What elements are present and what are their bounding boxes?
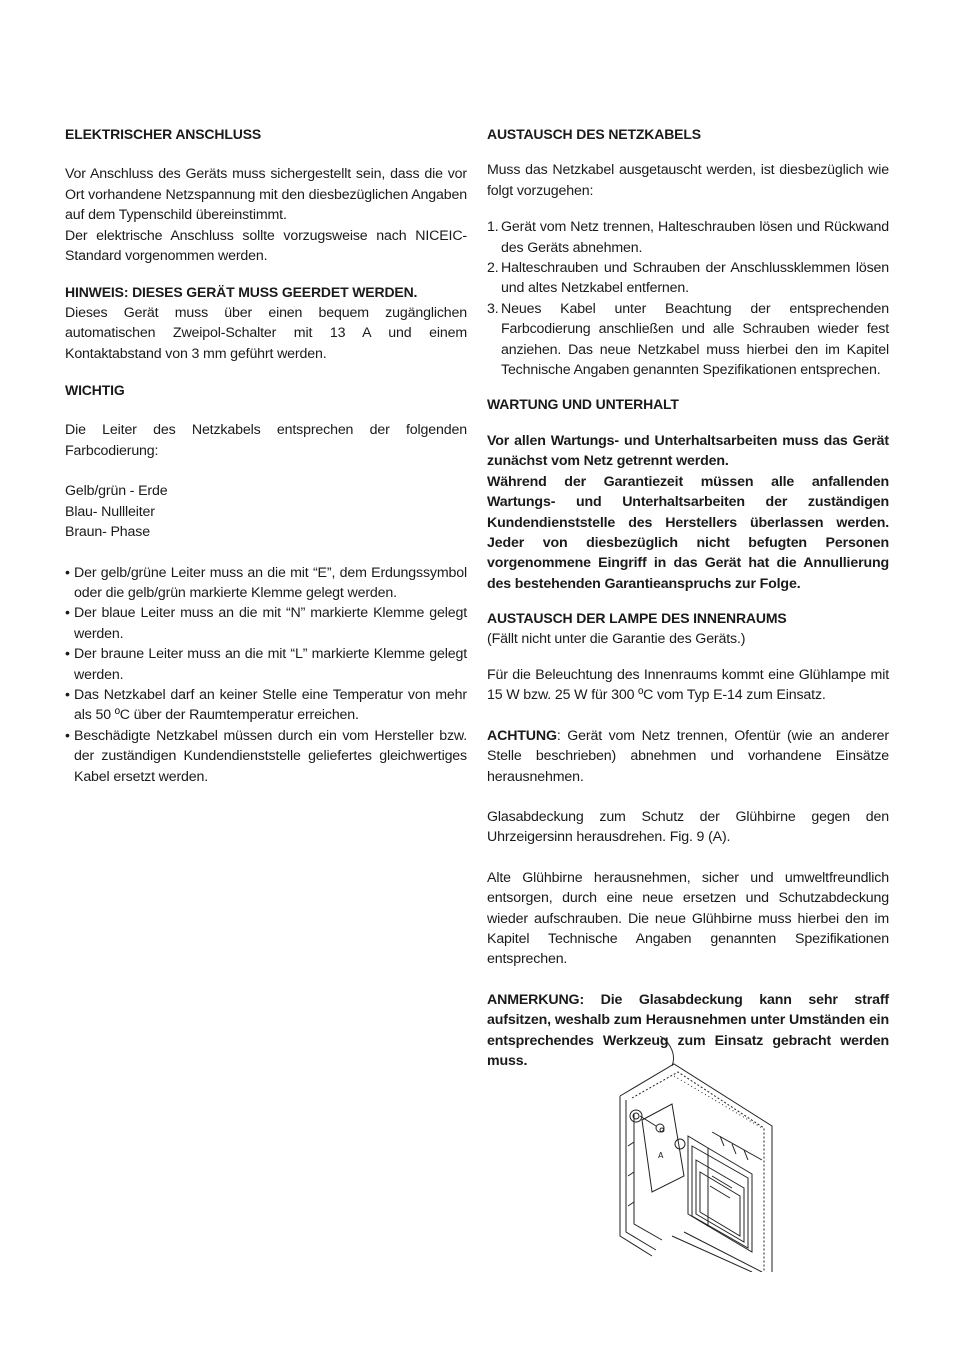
paragraph-lamp-spec: Für die Beleuchtung des Innenraums kommt eine Glühlampe mit 15 W bzw. 25 W für 300 ºC vom Typ E-14 zum Einsatz. bbox=[487, 666, 889, 704]
step-number: 2. bbox=[487, 260, 499, 277]
paragraph-color-coding: Die Leiter des Netzkabels entsprechen der folgenden Farbcodierung: bbox=[65, 422, 467, 459]
lamp-warranty-note: (Fällt nicht unter die Garantie des Geräts.) bbox=[487, 630, 746, 647]
paragraph-niceic: Der elektrische Anschluss sollte vorzugsweise nach NICEIC-Standard vorgenommen werden. bbox=[65, 227, 467, 265]
paragraph-cable-intro: Muss das Netzkabel ausgetauscht werden, ist diesbezüglich wie folgt vorzugehen: bbox=[487, 162, 889, 199]
step-item bbox=[487, 217, 889, 258]
paragraph-voltage-check: Vor Anschluss des Geräts muss sichergestellt sein, dass die vor Ort vorhandene Netzspannung mit den diesbezüglichen Angaben auf dem Typenschild übereinstimmt. bbox=[65, 166, 467, 224]
right-column bbox=[487, 124, 889, 1071]
step-text: Neues Kabel unter Beachtung der entsprechenden Farbcodierung anschließen und alle Schrauben wieder fest anziehen. Das neue Netzkabel muss hierbei den im Kapitel Technische Angaben genannten Spezifikationen entsprechen. bbox=[501, 300, 889, 379]
heading-electrical-connection: ELEKTRISCHER ANSCHLUSS bbox=[65, 126, 262, 142]
figure-label-a: A bbox=[658, 1151, 664, 1160]
heading-maintenance: WARTUNG UND UNTERHALT bbox=[487, 396, 679, 413]
cable-steps-list bbox=[487, 217, 889, 380]
paragraph-bulb-replace: Alte Glühbirne herausnehmen, sicher und umweltfreundlich entsorgen, durch eine neue ersetzen und Schutzabdeckung wieder aufschrauben. Die neue Glühbirne muss hierbei den im Kapitel Technische Angaben genannten Spezifikationen entsprechen. bbox=[487, 869, 889, 968]
paragraph-warranty: Während der Garantiezeit müssen alle anfallenden Wartungs- und Unterhaltsarbeiten der zuständigen Kundendienststelle des Herstellers überlassen werden. Jeder von diesbezüglich nicht befugten Personen vorgenommene Eingriff in das Gerät hat die Annullierung des bestehenden Garantieanspruchs zur Folge. bbox=[487, 473, 889, 592]
paragraph-note: ANMERKUNG: Die Glasabdeckung kann sehr straff aufsitzen, weshalb zum Herausnehmen unter Umständen ein entsprechendes Werkzeug zum Einsatz gebracht werden muss. bbox=[487, 991, 889, 1070]
heading-earthing-notice: HINWEIS: DIESES GERÄT MUSS GEERDET WERDEN. bbox=[65, 284, 418, 301]
step-number: 1. bbox=[487, 219, 499, 236]
left-column bbox=[65, 124, 467, 787]
step-text: Halteschrauben und Schrauben der Anschlussklemmen lösen und altes Netzkabel entfernen. bbox=[501, 260, 889, 297]
bullet-item: • Der gelb/grüne Leiter muss an die mit “E”, dem Erdungssymbol oder die gelb/grün markierte Klemme gelegt werden. bbox=[65, 563, 467, 604]
bullet-item: • Der blaue Leiter muss an die mit “N” markierte Klemme gelegt werden. bbox=[65, 603, 467, 644]
heading-cable-replacement: AUSTAUSCH DES NETZKABELS bbox=[487, 126, 701, 142]
step-item bbox=[487, 299, 889, 381]
bullet-item: • Beschädigte Netzkabel müssen durch ein vom Hersteller bzw. der zuständigen Kundendienststelle geliefertes gleichwertiges Kabel ersetzt werden. bbox=[65, 726, 467, 787]
color-item: Braun- Phase bbox=[65, 524, 150, 541]
step-text: Gerät vom Netz trennen, Halteschrauben lösen und Rückwand des Geräts abnehmen. bbox=[501, 219, 889, 256]
color-list bbox=[65, 481, 467, 542]
paragraph-glass-cover: Glasabdeckung zum Schutz der Glühbirne gegen den Uhrzeigersinn herausdrehen. Fig. 9 (A). bbox=[487, 808, 889, 846]
bullet-item: • Der braune Leiter muss an die mit “L” markierte Klemme gelegt werden. bbox=[65, 644, 467, 685]
paragraph-switch: Dieses Gerät muss über einen bequem zugänglichen automatischen Zweipol-Schalter mit 13 A und einem Kontaktabstand von 3 mm geführt werden. bbox=[65, 304, 467, 362]
bullet-item: • Das Netzkabel darf an keiner Stelle eine Temperatur von mehr als 50 ºC über der Raumtemperatur erreichen. bbox=[65, 685, 467, 726]
color-item: Gelb/grün - Erde bbox=[65, 483, 168, 500]
wiring-bullet-list bbox=[65, 563, 467, 787]
attention-label: ACHTUNG bbox=[487, 727, 557, 744]
heading-important: WICHTIG bbox=[65, 382, 125, 399]
oven-lamp-illustration bbox=[612, 1036, 784, 1272]
paragraph-attention bbox=[487, 726, 889, 787]
color-item: Blau- Nullleiter bbox=[65, 503, 155, 520]
step-item bbox=[487, 258, 889, 299]
heading-lamp-replacement: AUSTAUSCH DER LAMPE DES INNENRAUMS bbox=[487, 610, 787, 627]
step-number: 3. bbox=[487, 300, 499, 317]
oven-lamp-figure bbox=[612, 1036, 784, 1272]
paragraph-maintenance-disconnect: Vor allen Wartungs- und Unterhaltsarbeiten muss das Gerät zunächst vom Netz getrennt werden. bbox=[487, 432, 889, 470]
attention-text: : Gerät vom Netz trennen, Ofentür (wie an anderer Stelle beschrieben) abnehmen und vorhandene Einsätze herausnehmen. bbox=[487, 727, 889, 785]
